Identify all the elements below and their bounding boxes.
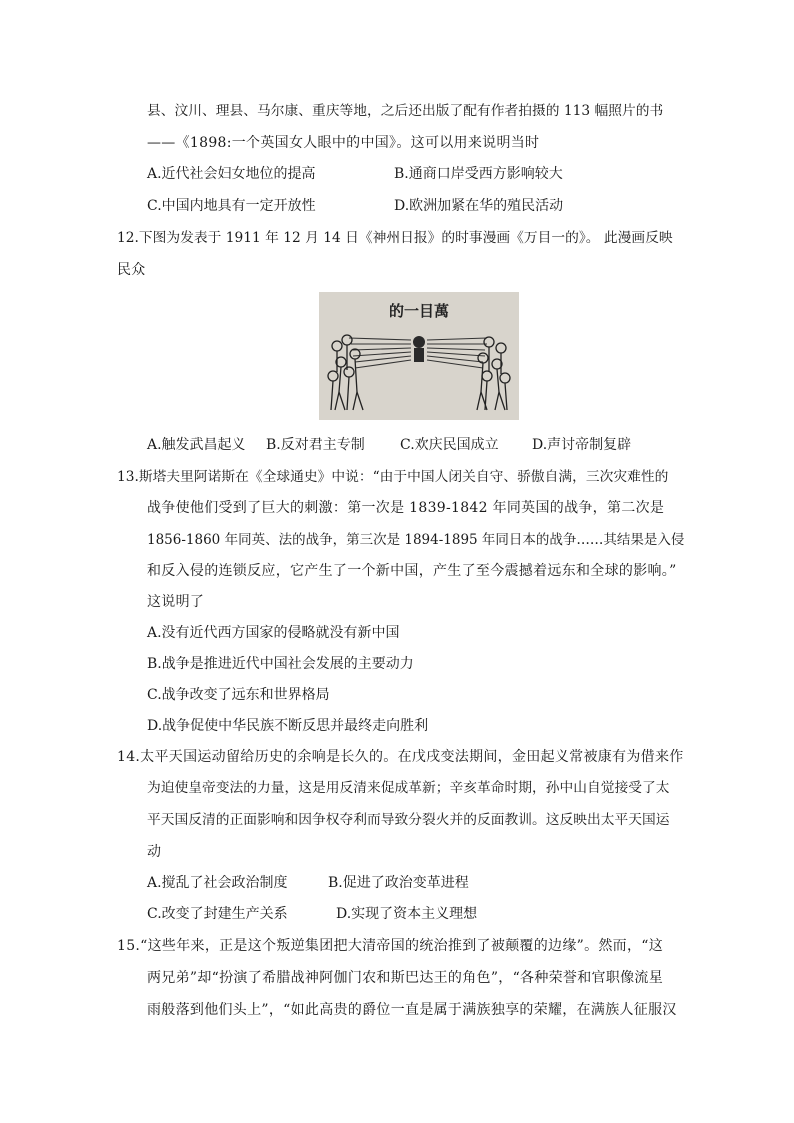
q14-option-a: A.搅乱了社会政治制度 (147, 875, 288, 891)
q12-option-c: C.欢庆民国成立 (400, 437, 499, 453)
q14-option-b: B.促进了政治变革进程 (328, 875, 469, 891)
q13-option-b: B.战争是推进近代中国社会发展的主要动力 (147, 656, 414, 672)
q13-option-d: D.战争促使中华民族不断反思并最终走向胜利 (147, 718, 429, 734)
q13-text-line-2: 战争使他们受到了巨大的刺激：第一次是 1839-1842 年同英国的战争，第二次是 (147, 500, 665, 516)
q14-option-c: C.改变了封建生产关系 (147, 906, 288, 922)
q11-option-c: C.中国内地具有一定开放性 (147, 198, 316, 214)
q12-option-d: D.声讨帝制复辟 (532, 437, 632, 453)
q15-text-line-2: 两兄弟”却“扮演了希腊战神阿伽门农和斯巴达王的角色”，“各种荣誉和官职像流星 (147, 970, 664, 986)
q14-text-line-4: 动 (147, 844, 162, 860)
q12-text-line-1: 12.下图为发表于 1911 年 12 月 14 日《神州日报》的时事漫画《万目一的》。 此漫画反映 (117, 230, 673, 246)
q15-text-line-1: 15.“这些年来，正是这个叛逆集团把大清帝国的统治推到了被颠覆的边缘”。然而，“这 (117, 938, 664, 954)
q14-text-line-3: 平天国反清的正面影响和因争权夺利而导致分裂火并的反面教训。这反映出太平天国运 (147, 812, 670, 828)
q13-text-line-3: 1856-1860 年同英、法的战争，第三次是 1894-1895 年同日本的战争……其结果是入侵 (147, 532, 685, 548)
q11-option-a: A.近代社会妇女地位的提高 (147, 166, 316, 182)
q11-text-line-1: 县、汶川、理县、马尔康、重庆等地，之后还出版了配有作者拍摄的 113 幅照片的书 (147, 103, 664, 119)
q14-option-d: D.实现了资本主义理想 (336, 906, 478, 922)
q13-text-line-1: 13.斯塔夫里阿诺斯在《全球通史》中说：“由于中国人闭关自守、骄傲自满，三次灾难性的 (117, 469, 669, 485)
q12-option-a: A.触发武昌起义 (147, 437, 246, 453)
q14-text-line-1: 14.太平天国运动留给历史的余响是长久的。在戊戌变法期间，金田起义常被康有为借来作 (117, 749, 684, 765)
cartoon-image (319, 292, 519, 420)
q15-text-line-3: 雨般落到他们头上”，“如此高贵的爵位一直是属于满族独享的荣耀，在满族人征服汉 (147, 1002, 677, 1018)
q11-option-b: B.通商口岸受西方影响较大 (394, 166, 563, 182)
q13-text-line-5: 这说明了 (147, 594, 205, 610)
q14-text-line-2: 为迫使皇帝变法的力量，这是用反清来促成革新；辛亥革命时期，孙中山自觉接受了太 (147, 780, 670, 796)
q13-text-line-4: 和反入侵的连锁反应，它产生了一个新中国，产生了至今震撼着远东和全球的影响。” (147, 563, 677, 579)
cartoon-caption: 的一目萬 (388, 302, 450, 320)
q13-option-a: A.没有近代西方国家的侵略就没有新中国 (147, 625, 400, 641)
cartoon-drawing (319, 292, 519, 420)
q13-option-c: C.战争改变了远东和世界格局 (147, 687, 330, 703)
q11-text-line-2: ——《1898:一个英国女人眼中的中国》。这可以用来说明当时 (147, 135, 540, 151)
q12-text-line-2: 民众 (117, 262, 146, 278)
q12-option-b: B.反对君主专制 (266, 437, 365, 453)
q11-option-d: D.欧洲加紧在华的殖民活动 (394, 198, 564, 214)
